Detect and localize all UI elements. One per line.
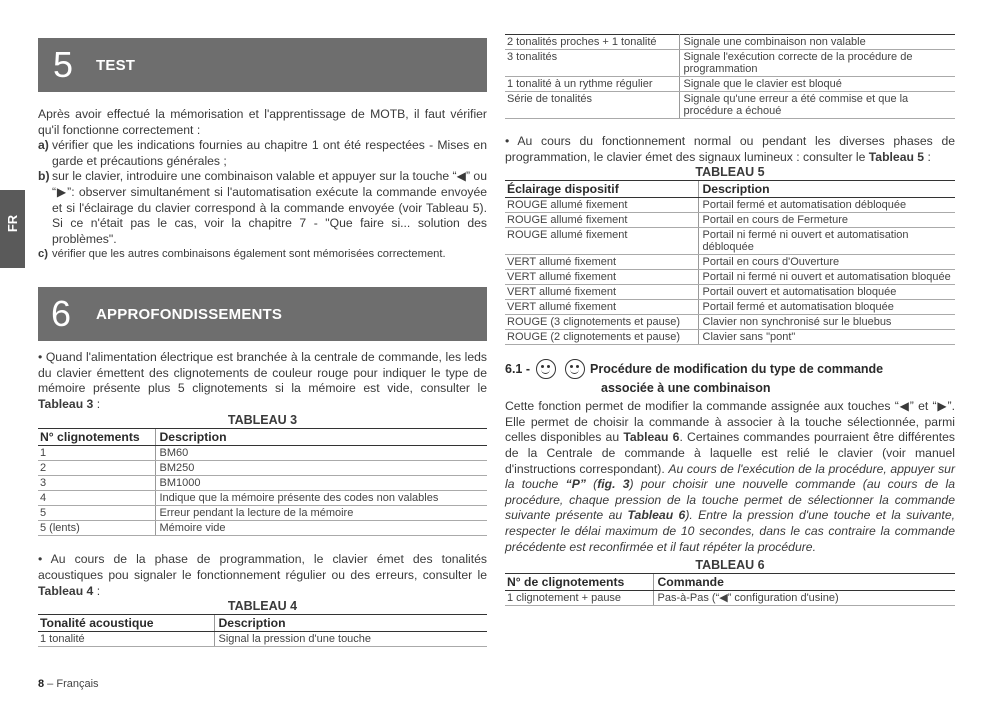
figure-reference: fig. 3: [597, 477, 630, 492]
table-4-part-1: [38, 614, 487, 647]
chapter-6-paragraph-2: [38, 552, 487, 599]
page-number: 8: [38, 678, 45, 690]
table-cell: Portail fermé et automatisation débloquée: [698, 198, 955, 213]
table-header: Éclairage dispositif: [505, 181, 698, 198]
right-column: [505, 34, 955, 606]
table-row: [505, 315, 955, 330]
section-6-1-heading: [505, 359, 955, 395]
step-text: vérifier que les autres combinaisons également sont mémorisées correctement.: [52, 248, 446, 261]
table-header-row: [38, 429, 487, 446]
table-row: [505, 591, 955, 606]
table-reference: Tableau 6: [627, 508, 686, 523]
table-row: [505, 77, 955, 92]
table-row: [38, 491, 487, 506]
table-header: Description: [155, 429, 487, 446]
table-header-row: [505, 181, 955, 198]
chapter-5-intro: Après avoir effectué la mémorisation et l'apprentissage de MOTB, il faut vérifier qu'il fonctionne correctement :: [38, 107, 487, 137]
smiley-icon: [565, 359, 585, 379]
step-letter: c): [38, 248, 48, 261]
section-6-1-title-line-2: associée à une combinaison: [601, 381, 771, 396]
lighting-paragraph: [505, 134, 955, 165]
text: ) pour choisir une nouvelle commande (au cours de la procédure, chaque pression de la touche permet de sélectionner la commande suivante présente au: [505, 477, 955, 523]
table-cell: BM250: [155, 461, 487, 476]
table-cell: Portail ni fermé ni ouvert et automatisation bloquée: [698, 270, 955, 285]
table-row: [505, 92, 955, 119]
table-6-title: TABLEAU 6: [695, 558, 765, 573]
text: Au cours de l'exécution de la procédure, appuyer sur la touche: [505, 461, 955, 492]
table-row: [505, 35, 955, 50]
table-cell: Clavier non synchronisé sur le bluebus: [698, 315, 955, 330]
footer-separator: –: [44, 678, 57, 690]
text: ). Entre la pression d'une touche et la suivante, respecter le délai maximum de 10 secondes, dans le cas contraire la commande précédente est reconfirmée et il faut répéter la procédure.: [505, 508, 955, 554]
table-cell: 5 (lents): [38, 521, 155, 536]
table-cell: VERT allumé fixement: [505, 255, 698, 270]
table-cell: Portail en cours d'Ouverture: [698, 255, 955, 270]
table-row: [505, 228, 955, 255]
test-steps: [38, 138, 487, 263]
table-cell: 3 tonalités: [505, 50, 679, 77]
test-step-a: [38, 138, 487, 169]
table-row: [38, 521, 487, 536]
chapter-6-title: APPROFONDISSEMENTS: [96, 305, 283, 323]
table-row: [505, 213, 955, 228]
step-text: sur le clavier, introduire une combinaison valable et appuyer sur la touche “◀” ou “▶”: observer simultanément si l'automatisation exécute la commande envoyée et si l'éclairage du clavier correspond à la commande envoyée (voir Tableau 5). Si ce n'était pas le cas, voir la chapitre 7 - "Que faire si... solution des problèmes".: [52, 169, 487, 246]
table-cell: 2: [38, 461, 155, 476]
step-text: vérifier que les indications fournies au chapitre 1 ont été respectées - Mises en garde et précautions générales ;: [52, 138, 487, 168]
text: • Au cours de la phase de programmation, le clavier émet des tonalités acoustiques pou signaler le fonctionnement régulier ou des erreurs, consulter le: [38, 552, 487, 582]
table-cell: Clavier sans "pont": [698, 330, 955, 345]
text: :: [924, 149, 931, 164]
chapter-6-header: [38, 287, 487, 341]
text: (: [585, 477, 598, 492]
step-letter: a): [38, 138, 49, 153]
table-row: [505, 285, 955, 300]
text: • Quand l'alimentation électrique est branchée à la centrale de commande, les leds du clavier émettent des clignotements de couleur rouge pour indiquer le type de mémoire présente plus 5 clignotements si la mémoire est vide, consulter le: [38, 349, 487, 396]
table-header: N° de clignotements: [505, 574, 653, 591]
table-row: [505, 270, 955, 285]
chapter-6-number: 6: [51, 292, 72, 334]
table-cell: ROUGE (3 clignotements et pause): [505, 315, 698, 330]
table-reference: Tableau 4: [38, 583, 94, 598]
table-cell: 3: [38, 476, 155, 491]
table-cell: VERT allumé fixement: [505, 285, 698, 300]
language-tab: [0, 190, 25, 268]
left-column: [38, 38, 487, 647]
table-cell: ROUGE (2 clignotements et pause): [505, 330, 698, 345]
table-reference: Tableau 6: [623, 430, 680, 445]
table-cell: ROUGE allumé fixement: [505, 213, 698, 228]
table-reference: Tableau 5: [868, 149, 925, 164]
table-row: [38, 632, 487, 647]
table-header: N° clignotements: [38, 429, 155, 446]
section-6-1-heading-line-1: [505, 359, 955, 379]
test-step-c: [38, 247, 487, 263]
table-cell: Portail ni fermé ni ouvert et automatisation débloquée: [698, 228, 955, 255]
table-header: Description: [698, 181, 955, 198]
table-cell: BM1000: [155, 476, 487, 491]
table-cell: 2 tonalités proches + 1 tonalité: [505, 35, 679, 50]
table-cell: 1 clignotement + pause: [505, 591, 653, 606]
table-4-part-2: [505, 34, 955, 119]
smiley-icon: [536, 359, 556, 379]
table-cell: ROUGE allumé fixement: [505, 228, 698, 255]
language-tab-label: FR: [5, 214, 20, 233]
table-cell: Signale l'exécution correcte de la procédure de programmation: [679, 50, 955, 77]
table-row: [505, 255, 955, 270]
section-6-1-number: 6.1 -: [505, 362, 531, 377]
table-cell: Portail fermé et automatisation bloquée: [698, 300, 955, 315]
table-cell: Signale qu'une erreur a été commise et que la procédure a échoué: [679, 92, 955, 119]
table-cell: Portail ouvert et automatisation bloquée: [698, 285, 955, 300]
table-3: [38, 428, 487, 536]
chapter-5-number: 5: [53, 44, 74, 85]
table-cell: Indique que la mémoire présente des codes non valables: [155, 491, 487, 506]
footer-language: Français: [56, 678, 99, 690]
table-cell: Portail en cours de Fermeture: [698, 213, 955, 228]
table-row: [38, 476, 487, 491]
table-row: [505, 198, 955, 213]
table-cell: 1: [38, 446, 155, 461]
table-6: [505, 573, 955, 606]
section-6-1-paragraph: [505, 399, 955, 555]
table-cell: Signale que le clavier est bloqué: [679, 77, 955, 92]
table-row: [505, 50, 955, 77]
table-header: Tonalité acoustique: [38, 615, 214, 632]
table-header-row: [505, 574, 955, 591]
table-cell: 1 tonalité à un rythme régulier: [505, 77, 679, 92]
table-cell: 4: [38, 491, 155, 506]
table-5-title: TABLEAU 5: [695, 165, 765, 180]
table-cell: Pas-à-Pas (“◀” configuration d'usine): [653, 591, 955, 606]
text: Cette fonction permet de modifier la commande assignée aux touches “◀” et “▶”. Elle permet de choisir la commande à associer à la touche sélectionnée, parmi celles disponibles au: [505, 399, 955, 445]
table-3-title: TABLEAU 3: [227, 413, 298, 428]
table-cell: Erreur pendant la lecture de la mémoire: [155, 506, 487, 521]
table-cell: BM60: [155, 446, 487, 461]
test-step-b: [38, 169, 487, 247]
page-footer: [38, 678, 99, 690]
table-header-row: [38, 615, 487, 632]
chapter-5-title: TEST: [96, 57, 136, 74]
table-header: Commande: [653, 574, 955, 591]
table-cell: VERT allumé fixement: [505, 270, 698, 285]
table-row: [38, 446, 487, 461]
table-row: [38, 461, 487, 476]
table-cell: Mémoire vide: [155, 521, 487, 536]
table-header: Description: [214, 615, 487, 632]
chapter-6-paragraph-1: [38, 350, 487, 412]
table-row: [38, 506, 487, 521]
chapter-5-header: [38, 38, 487, 92]
table-5: [505, 180, 955, 345]
text: . Certaines commandes pourraient être différentes de la Centrale de commande à laquelle est relié le clavier (voir manuel d'instructions correspondant).: [505, 430, 955, 476]
table-4-title: TABLEAU 4: [227, 599, 298, 614]
table-cell: Signal la pression d'une touche: [214, 632, 487, 647]
table-cell: Série de tonalités: [505, 92, 679, 119]
table-reference: Tableau 3: [38, 396, 94, 411]
section-6-1-heading-line-2: [505, 381, 955, 395]
table-cell: ROUGE allumé fixement: [505, 198, 698, 213]
text: :: [93, 583, 101, 598]
section-6-1-title: Procédure de modification du type de commande: [590, 362, 884, 377]
table-cell: 5: [38, 506, 155, 521]
table-cell: Signale une combinaison non valable: [679, 35, 955, 50]
text: • Au cours du fonctionnement normal ou pendant les diverses phases de programmation, le clavier émet des signaux lumineux : consulter le: [505, 134, 955, 164]
table-cell: VERT allumé fixement: [505, 300, 698, 315]
table-row: [505, 300, 955, 315]
step-letter: b): [38, 169, 50, 184]
table-row: [505, 330, 955, 345]
key-reference: “P”: [565, 477, 586, 492]
table-cell: 1 tonalité: [38, 632, 214, 647]
text: :: [93, 396, 101, 411]
